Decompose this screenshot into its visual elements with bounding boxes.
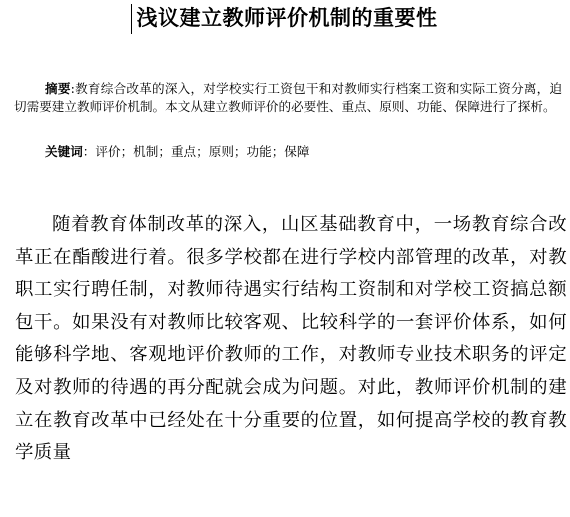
keywords-text: ：评价；机制；重点；原则；功能；保障 [82, 144, 310, 159]
keywords-label: 关键词 [45, 144, 83, 159]
document-title-text: 浅议建立教师评价机制的重要性 [136, 5, 438, 30]
document-title [133, 4, 438, 32]
title-container [0, 4, 570, 32]
abstract-text: :教育综合改革的深入，对学校实行工资包干和对教师实行档案工资和实际工资分离，迫切需要建立教师评价机制。本文从建立教师评价的必要性、重点、原则、功能、保障进行了探析。 [14, 81, 562, 114]
keywords-paragraph [14, 143, 562, 161]
body-paragraph: 随着教育体制改革的深入，山区基础教育中，一场教育综合改革正在酯酸进行着。很多学校都在进行学校内部管理的改革，对教职工实行聘任制，对教师待遇实行结构工资制和对学校工资搞总额包干。如果没有对教师比较客观、比较科学的一套评价体系，如何能够科学地、客观地评价教师的工作，对教师专业技术职务的评定及对教师的待遇的再分配就会成为问题。对此，教师评价机制的建立在教育改革中已经处在十分重要的位置，如何提高学校的教育教学质量 [15, 214, 567, 464]
abstract-label: 摘要 [45, 81, 71, 96]
abstract-paragraph [14, 80, 562, 116]
text-cursor [131, 4, 132, 34]
